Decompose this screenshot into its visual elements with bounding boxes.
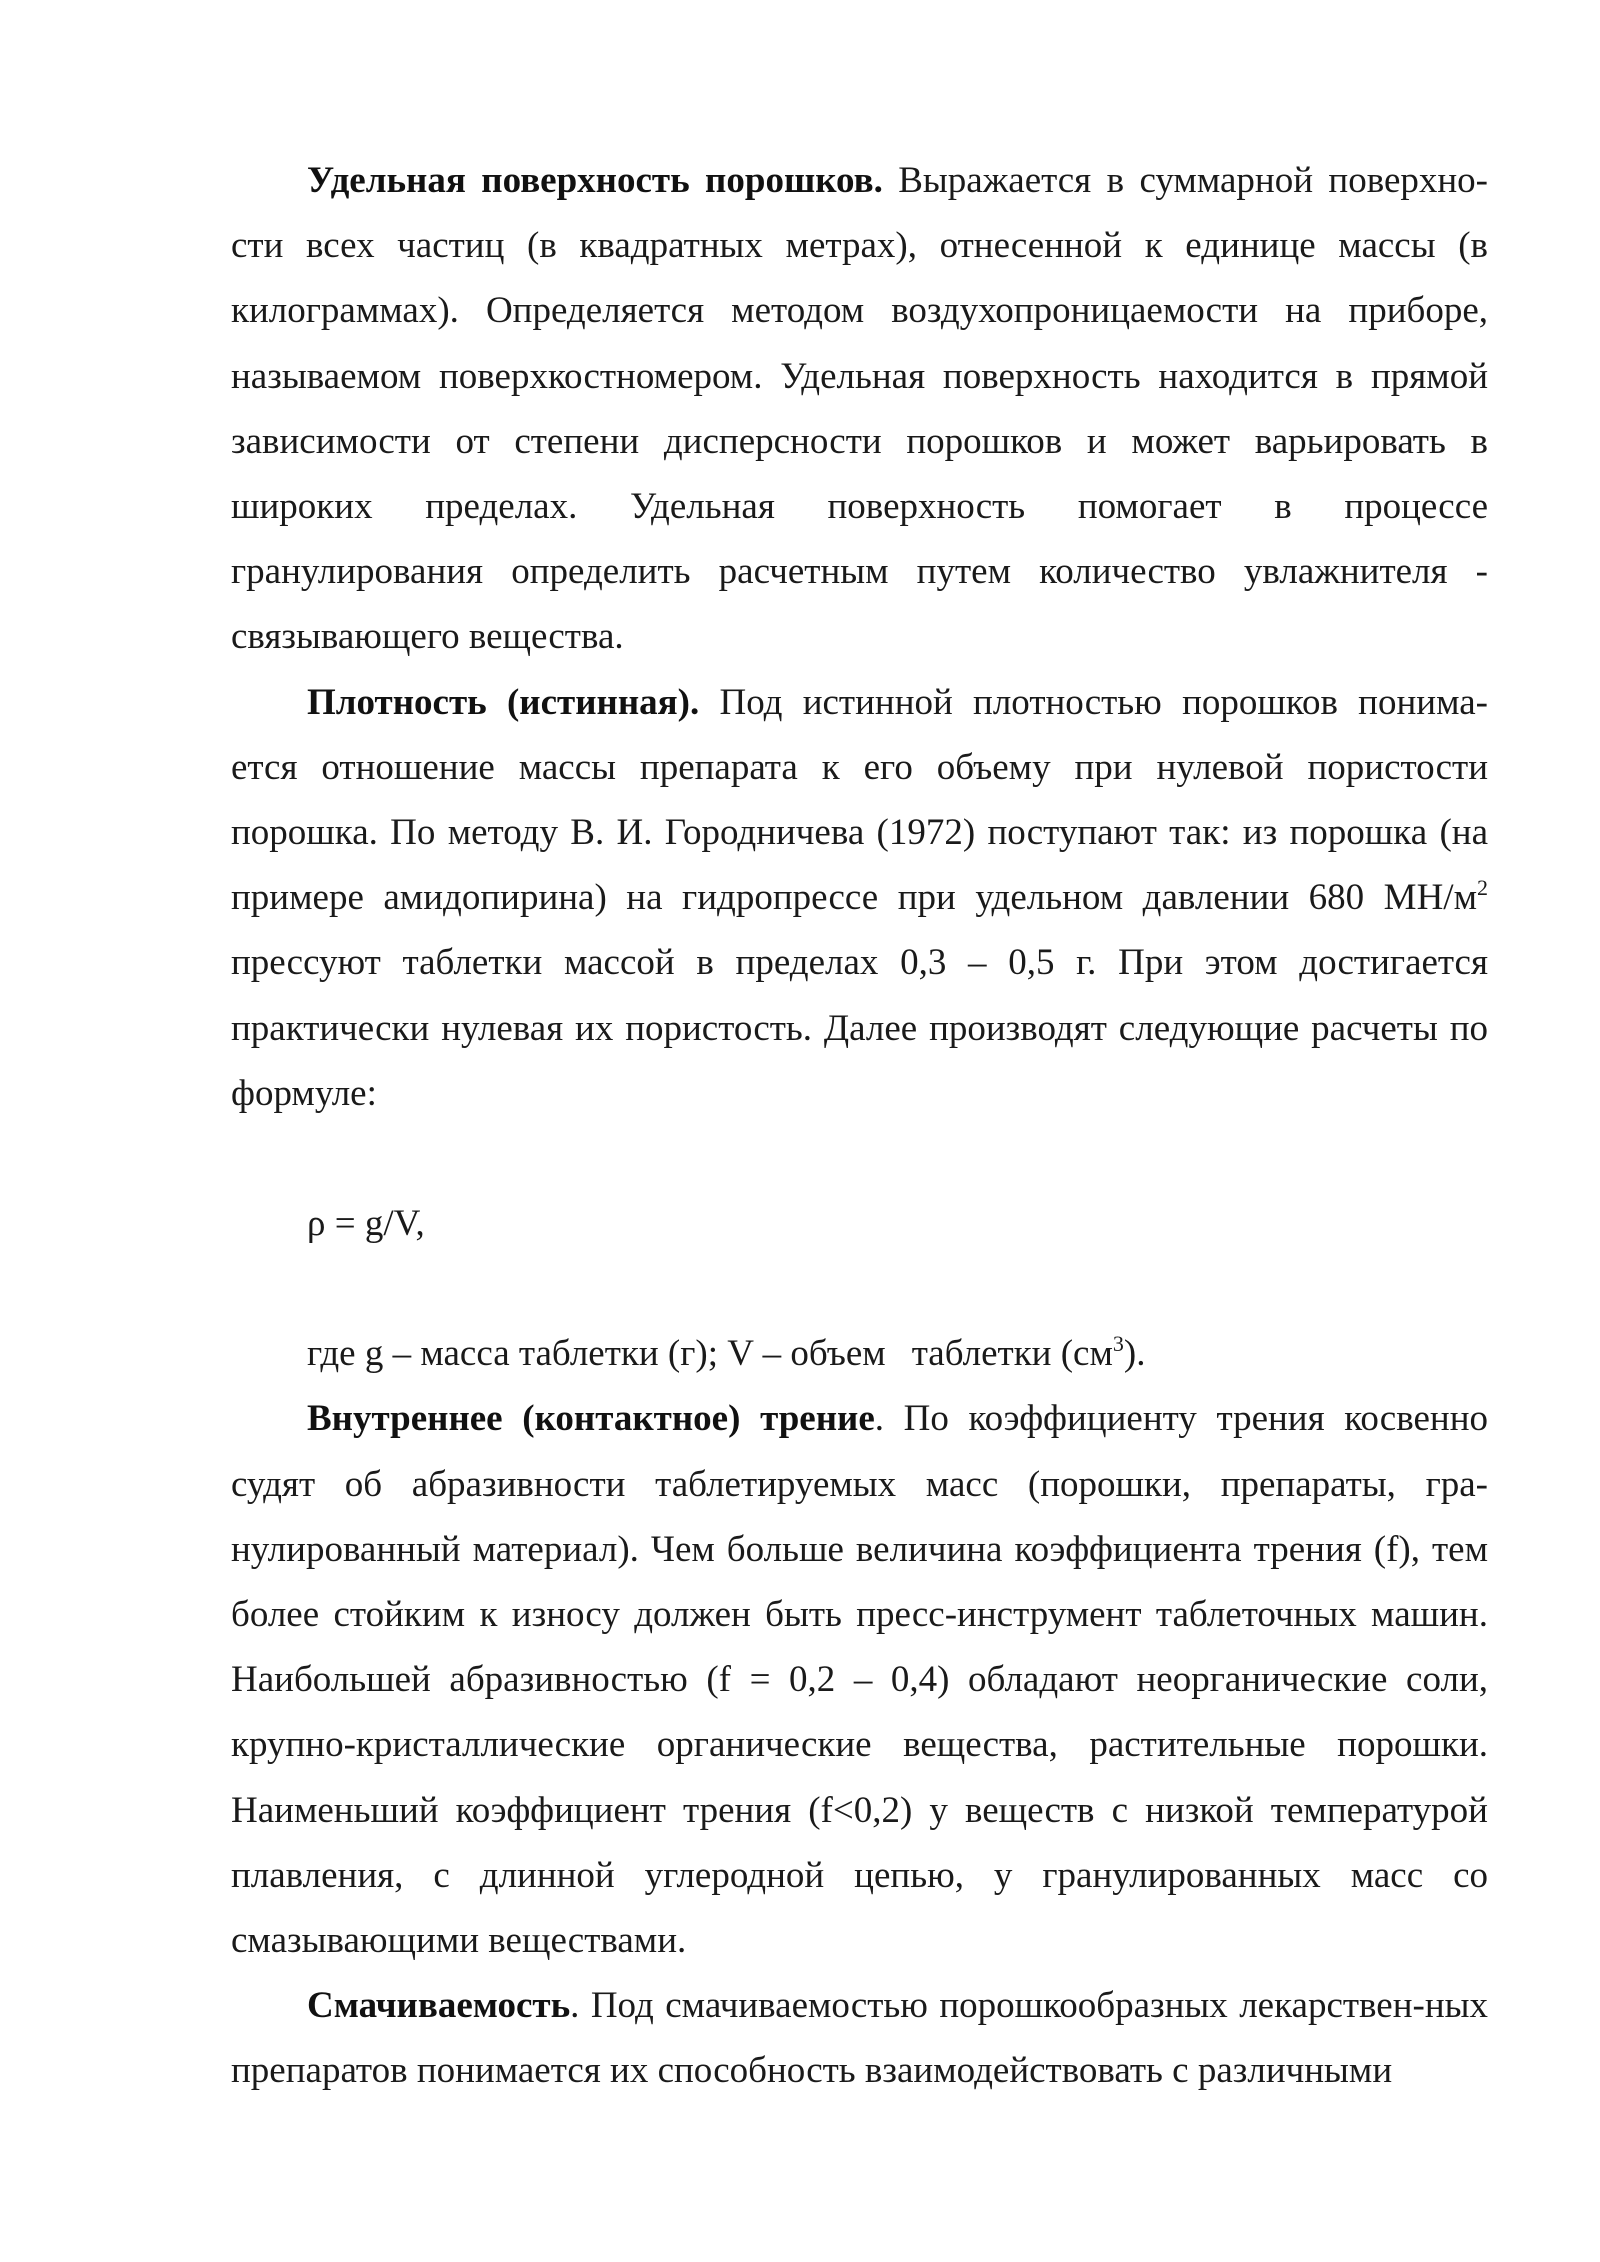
paragraph-internal-friction	[231, 1386, 1488, 1973]
density-formula: ρ = g/V,	[307, 1203, 425, 1245]
text-specific-surface: Выражается в суммарной поверхно-сти всех частиц (в квадратных метрах), отнесенной к единице массы (в килограммах). Определяется методом воздухопроницаемости на приборе, называемом поверхкостномером. Удельная поверхность находится в прямой зависимости от степени дисперсности порошков и может варьировать в широких пределах. Удельная поверхность помогает в процессе гранулирования определить расчетным путем количество увлажнителя - связывающего вещества.	[231, 160, 1489, 658]
heading-wettability: Смачиваемость	[307, 1985, 571, 2027]
text-true-density-2: прессуют таблетки массой в пределах 0,3 – 0,5 г. При этом достигается практически нулевая их пористость. Далее производят следующие расчеты по формуле:	[231, 942, 1488, 1114]
formula-legend-part2: таблетки (см	[911, 1333, 1113, 1375]
formula-legend-part3: ).	[1123, 1333, 1146, 1375]
superscript-square: 2	[1477, 875, 1488, 901]
text-true-density-1: Под истинной плотностью порошков понима-ется отношение массы препарата к его объему при нулевой пористости порошка. По методу В. И. Городничева (1972) поступают так: из порошка (на примере амидопирина) на гидропрессе при удельном давлении 680 МН/м	[231, 681, 1488, 919]
paragraph-true-density	[231, 670, 1488, 1126]
formula-legend	[231, 1321, 1488, 1386]
text-internal-friction: . По коэффициенту трения косвенно судят об абразивности таблетируемых масс (порошки, препараты, гра-нулированный материал). Чем больше величина коэффициента трения (f), тем более стойким к износу должен быть пресс-инструмент таблеточных машин. Наибольшей абразивностью (f = 0,2 – 0,4) обладают неорганические соли, крупно-кристаллические органические вещества, растительные порошки. Наименьший коэффициент трения (f<0,2) у веществ с низкой температурой плавления, с длинной углеродной цепью, у гранулированных масс со смазывающими веществами.	[231, 1398, 1488, 1962]
superscript-cube: 3	[1112, 1331, 1124, 1357]
heading-specific-surface: Удельная поверхность порошков.	[307, 160, 883, 201]
paragraph-wettability	[231, 1973, 1488, 2103]
heading-true-density: Плотность (истинная).	[307, 681, 700, 723]
document-body	[231, 148, 1488, 2104]
paragraph-specific-surface	[231, 148, 1488, 670]
formula-legend-part1: где g – масса таблетки (г); V – объем	[307, 1333, 886, 1375]
heading-internal-friction: Внутреннее (контактное) трение	[307, 1398, 875, 1440]
text-wettability: . Под смачиваемостью порошкообразных лекарствен-ных препаратов понимается их способность взаимодействовать с различными	[231, 1985, 1488, 2092]
